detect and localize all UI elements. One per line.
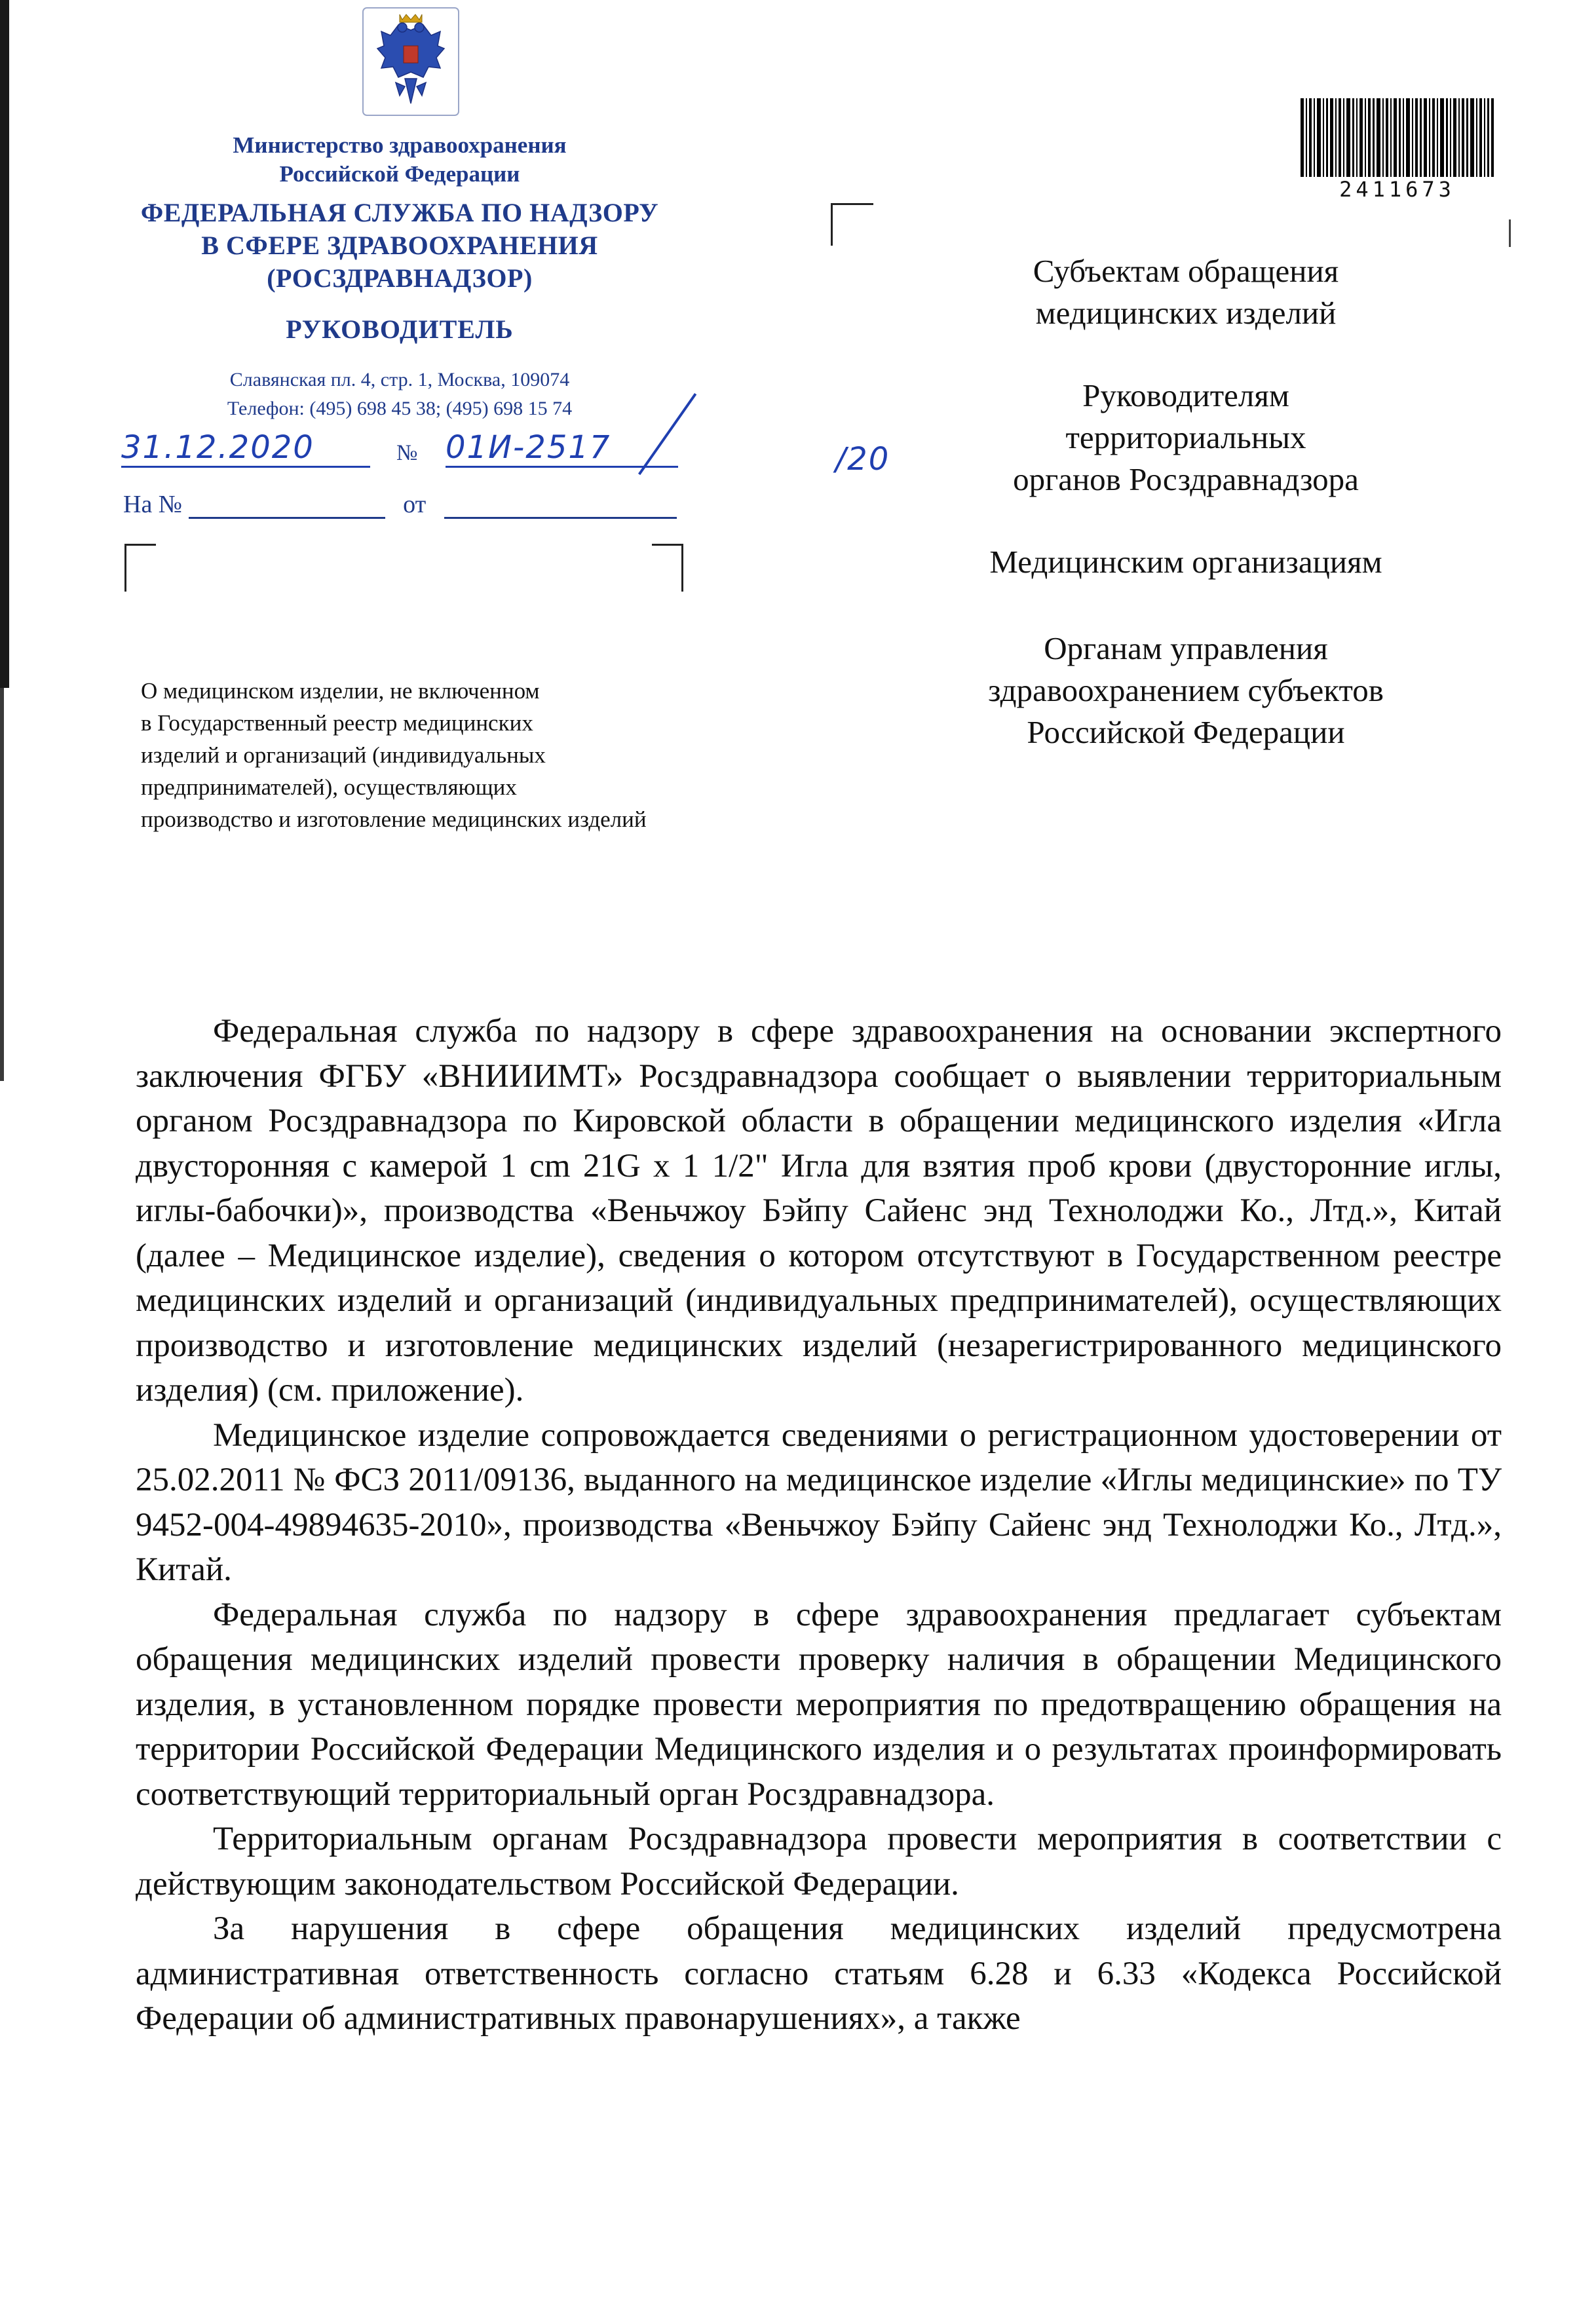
address-corner-mark	[124, 544, 156, 592]
handwritten-number: 01И-2517	[446, 429, 678, 468]
recipient-corner-mark	[831, 203, 873, 246]
phone-numbers: Телефон: (495) 698 45 38; (495) 698 15 74	[227, 398, 573, 419]
postal-address: Славянская пл. 4, стр. 1, Москва, 109074	[229, 369, 570, 390]
addressee: Руководителям территориальных органов Росздравнадзора	[1013, 377, 1359, 497]
body-paragraph: Территориальным органам Росздравнадзора провести мероприятия в соответствии с действующим законодательством Российской Федерации.	[136, 1821, 1502, 1903]
addressee: Органам управления здравоохранением субъектов Российской Федерации	[988, 630, 1384, 750]
ministry-name: Министерство здравоохранения Российской Федерации	[233, 132, 567, 187]
reply-date-blank	[444, 488, 677, 519]
reply-number-blank	[189, 488, 385, 519]
recipient-tick-mark	[1509, 219, 1511, 247]
letter-subject: О медицинском изделии, не включенном в Государственный реестр медицинских изделий и организаций (индивидуальных предпринимателей), осуществляющих производство и изготовление медицинских изделий	[141, 678, 647, 832]
barcode-number: 2411673	[1339, 177, 1455, 202]
scan-edge-shadow	[0, 0, 9, 688]
body-paragraph: Федеральная служба по надзору в сфере здравоохранения предлагает субъектам обращения медицинских изделий провести проверку наличия в обращении Медицинского изделия, в установленном порядке провести мероприятия по предотвращению обращения на территории Российской Федерации Медицинского изделия и о результатах проинформировать соответствующий территориальный орган Росздравнадзора.	[136, 1596, 1502, 1813]
letter-body	[136, 1009, 1502, 2041]
number-label: №	[396, 441, 418, 465]
head-title: РУКОВОДИТЕЛЬ	[286, 314, 514, 344]
addressee: Субъектам обращения медицинских изделий	[1033, 253, 1339, 331]
body-paragraph: Медицинское изделие сопровождается сведениями о регистрационном удостоверении от 25.02.2011 № ФСЗ 2011/09136, выданного на медицинское изделие «Иглы медицинские» по ТУ 9452-004-49894635-2010», производства «Веньчжоу Бэйпу Сайенс энд Технолоджи Ко., Лтд.», Китай.	[136, 1416, 1502, 1588]
outgoing-reference	[121, 429, 890, 478]
addressee-block	[917, 250, 1454, 794]
reply-number-label: На №	[123, 491, 183, 518]
scan-edge-shadow-lower	[0, 688, 4, 1081]
addressee: Медицинским организациям	[989, 544, 1382, 580]
barcode	[1301, 98, 1494, 177]
coat-of-arms-icon	[359, 5, 463, 118]
handwritten-number-suffix: /20	[835, 441, 890, 478]
reply-reference	[123, 488, 677, 519]
handwritten-date: 31.12.2020	[121, 429, 370, 468]
contact-info	[118, 366, 681, 423]
address-corner-mark	[652, 544, 683, 592]
service-name: ФЕДЕРАЛЬНАЯ СЛУЖБА ПО НАДЗОРУ В СФЕРЕ ЗДРАВООХРАНЕНИЯ (РОСЗДРАВНАДЗОР)	[140, 198, 659, 293]
body-paragraph: За нарушения в сфере обращения медицинских изделий предусмотрена административная ответственность согласно статьям 6.28 и 6.33 «Кодекса Российской Федерации об административных правонарушениях», а также	[136, 1910, 1502, 2037]
body-paragraph: Федеральная служба по надзору в сфере здравоохранения на основании экспертного заключения ФГБУ «ВНИИИМТ» Росздравнадзора сообщает о выявлении территориальным органом Росздравнадзора по Кировской области в обращении медицинского изделия «Игла двусторонняя с камерой 1 cm 21G x 1 1/2" Игла для взятия проб крови (двусторонние иглы, иглы-бабочки)», производства «Веньчжоу Бэйпу Сайенс энд Технолоджи Ко., Лтд.», Китай (далее – Медицинское изделие), сведения о котором отсутствуют в Государственном реестре медицинских изделий и организаций (индивидуальных предпринимателей), осуществляющих производство и изготовление медицинских изделий (незарегистрированного медицинского изделия) (см. приложение).	[136, 1013, 1502, 1409]
reply-from-label: от	[403, 491, 427, 518]
